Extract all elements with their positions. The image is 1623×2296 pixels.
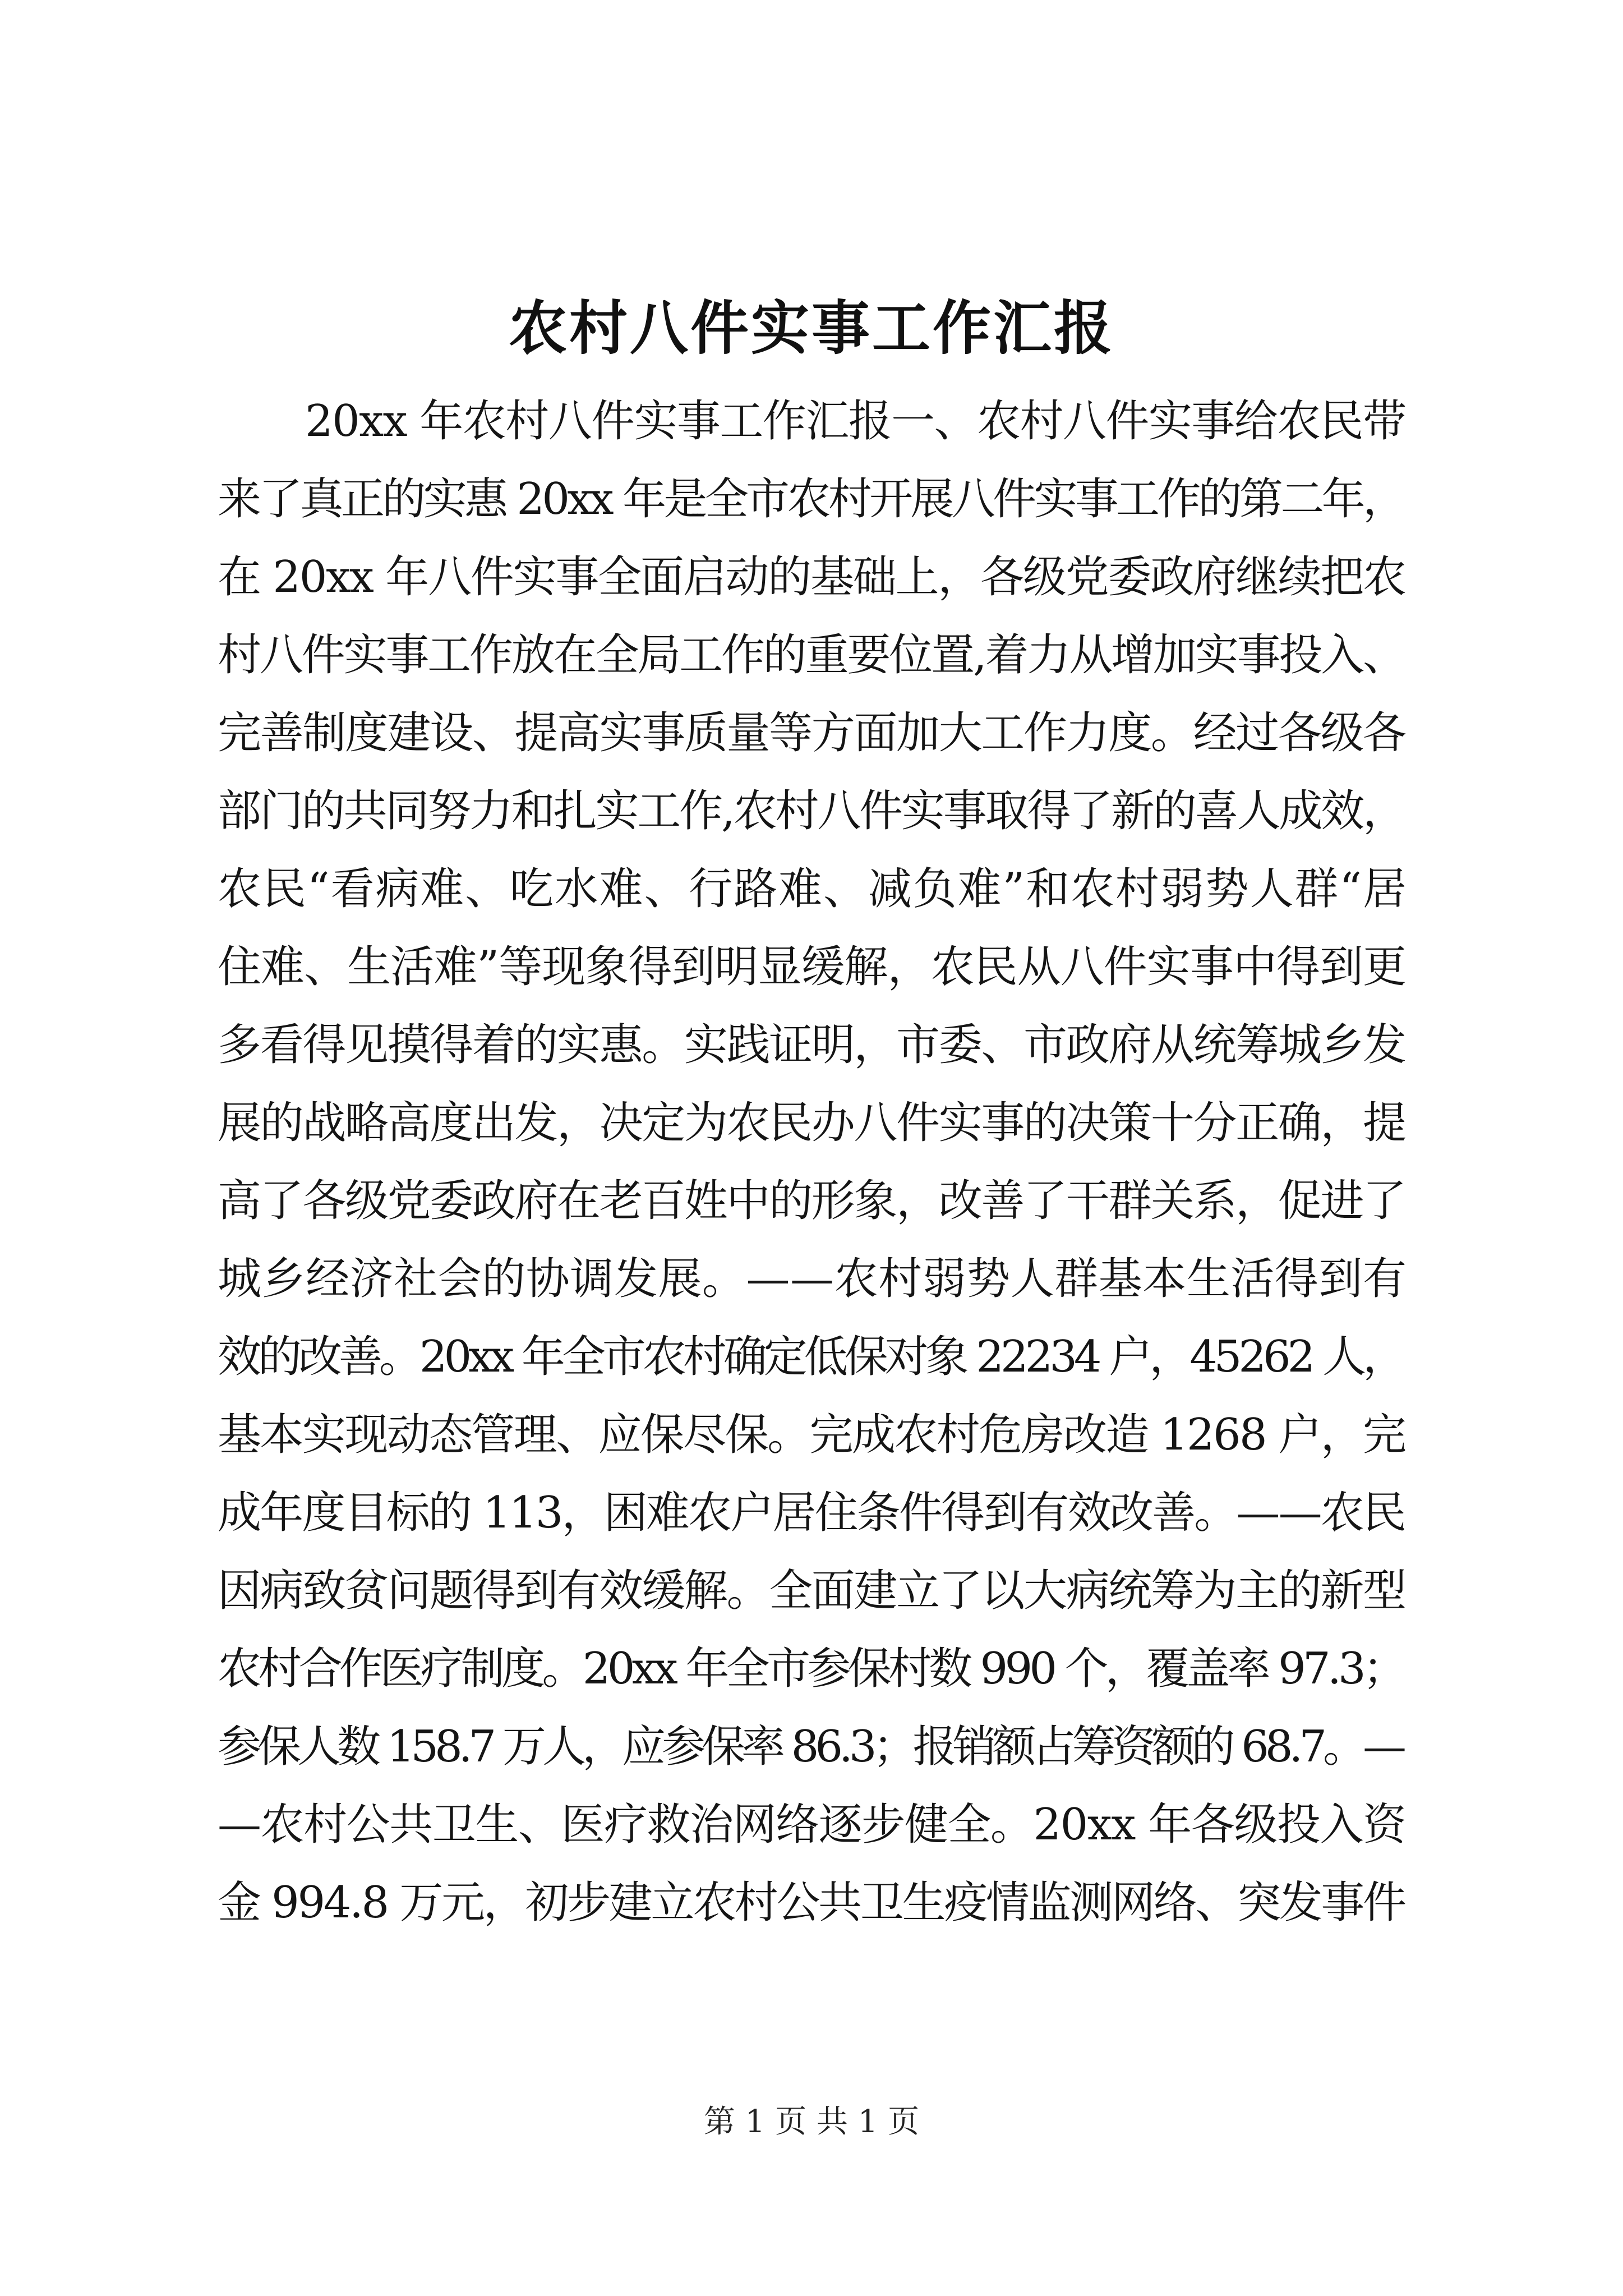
body-line xyxy=(218,1006,1407,1084)
body-line-text: 部门的共同努力和扎实工作,农村八件实事取得了新的喜人成效， xyxy=(218,786,1405,836)
body-line-text: 高了各级党委政府在老百姓中的形象，改善了干群关系，促进了 xyxy=(218,1176,1405,1226)
body-line-text: 农村合作医疗制度。20xx 年全市参保村数 990 个，覆盖率 97.3； xyxy=(218,1644,1404,1694)
body-line xyxy=(218,1786,1407,1864)
body-line xyxy=(218,1240,1407,1318)
document-title: 农村八件实事工作汇报 xyxy=(508,293,1114,362)
body-line xyxy=(218,1708,1407,1786)
body-line-text: 展的战略高度出发，决定为农民办八件实事的决策十分正确，提 xyxy=(218,1098,1405,1148)
body-line xyxy=(218,383,1407,461)
body-line xyxy=(218,1474,1407,1552)
body-line xyxy=(218,539,1407,616)
body-line xyxy=(218,1162,1407,1240)
body-line xyxy=(218,1630,1407,1708)
body-line xyxy=(218,1864,1407,1942)
body-line-text: 因病致贫问题得到有效缓解。全面建立了以大病统筹为主的新型 xyxy=(218,1566,1405,1616)
body-line-text: 参保人数 158.7 万人，应参保率 86.3；报销额占筹资额的 68.7。— xyxy=(218,1722,1403,1772)
body-line xyxy=(218,616,1407,694)
body-line xyxy=(218,1318,1407,1396)
body-line xyxy=(218,461,1407,539)
body-line-text: 金 994.8 万元，初步建立农村公共卫生疫情监测网络、突发事件 xyxy=(218,1878,1405,1928)
body-line-text: 农民“看病难、吃水难、行路难、减负难”和农村弱势人群“居 xyxy=(218,864,1408,914)
body-line xyxy=(218,1552,1407,1630)
body-line-text: 20xx 年农村八件实事工作汇报一、农村八件实事给农民带 xyxy=(305,396,1406,447)
body-line-text: 多看得见摸得着的实惠。实践证明，市委、市政府从统筹城乡发 xyxy=(218,1020,1405,1070)
body-line-text: —农村公共卫生、医疗救治网络逐步健全。20xx 年各级投入资 xyxy=(218,1800,1406,1850)
body-line xyxy=(218,694,1407,772)
document-body xyxy=(218,383,1407,1942)
body-line-text: 来了真正的实惠 20xx 年是全市农村开展八件实事工作的第二年， xyxy=(218,474,1404,524)
body-line xyxy=(218,1396,1407,1474)
body-line-text: 在 20xx 年八件实事全面启动的基础上，各级党委政府继续把农 xyxy=(218,552,1405,602)
body-line xyxy=(218,928,1407,1006)
page-footer: 第 1 页 共 1 页 xyxy=(703,2104,920,2140)
body-line xyxy=(218,772,1407,850)
body-line xyxy=(218,1084,1407,1162)
body-line-text: 村八件实事工作放在全局工作的重要位置,着力从增加实事投入、 xyxy=(218,630,1405,680)
body-line xyxy=(218,850,1407,928)
body-line-text: 效的改善。20xx 年全市农村确定低保对象 22234 户，45262 人， xyxy=(218,1332,1403,1382)
body-line-text: 成年度目标的 113，困难农户居住条件得到有效改善。——农民 xyxy=(218,1488,1405,1538)
body-line-text: 城乡经济社会的协调发展。——农村弱势人群基本生活得到有 xyxy=(218,1254,1407,1304)
body-line-text: 住难、生活难”等现象得到明显缓解，农民从八件实事中得到更 xyxy=(218,942,1407,992)
body-line-text: 完善制度建设、提高实事质量等方面加大工作力度。经过各级各 xyxy=(218,708,1405,758)
body-line-text: 基本实现动态管理、应保尽保。完成农村危房改造 1268 户，完 xyxy=(218,1410,1405,1460)
